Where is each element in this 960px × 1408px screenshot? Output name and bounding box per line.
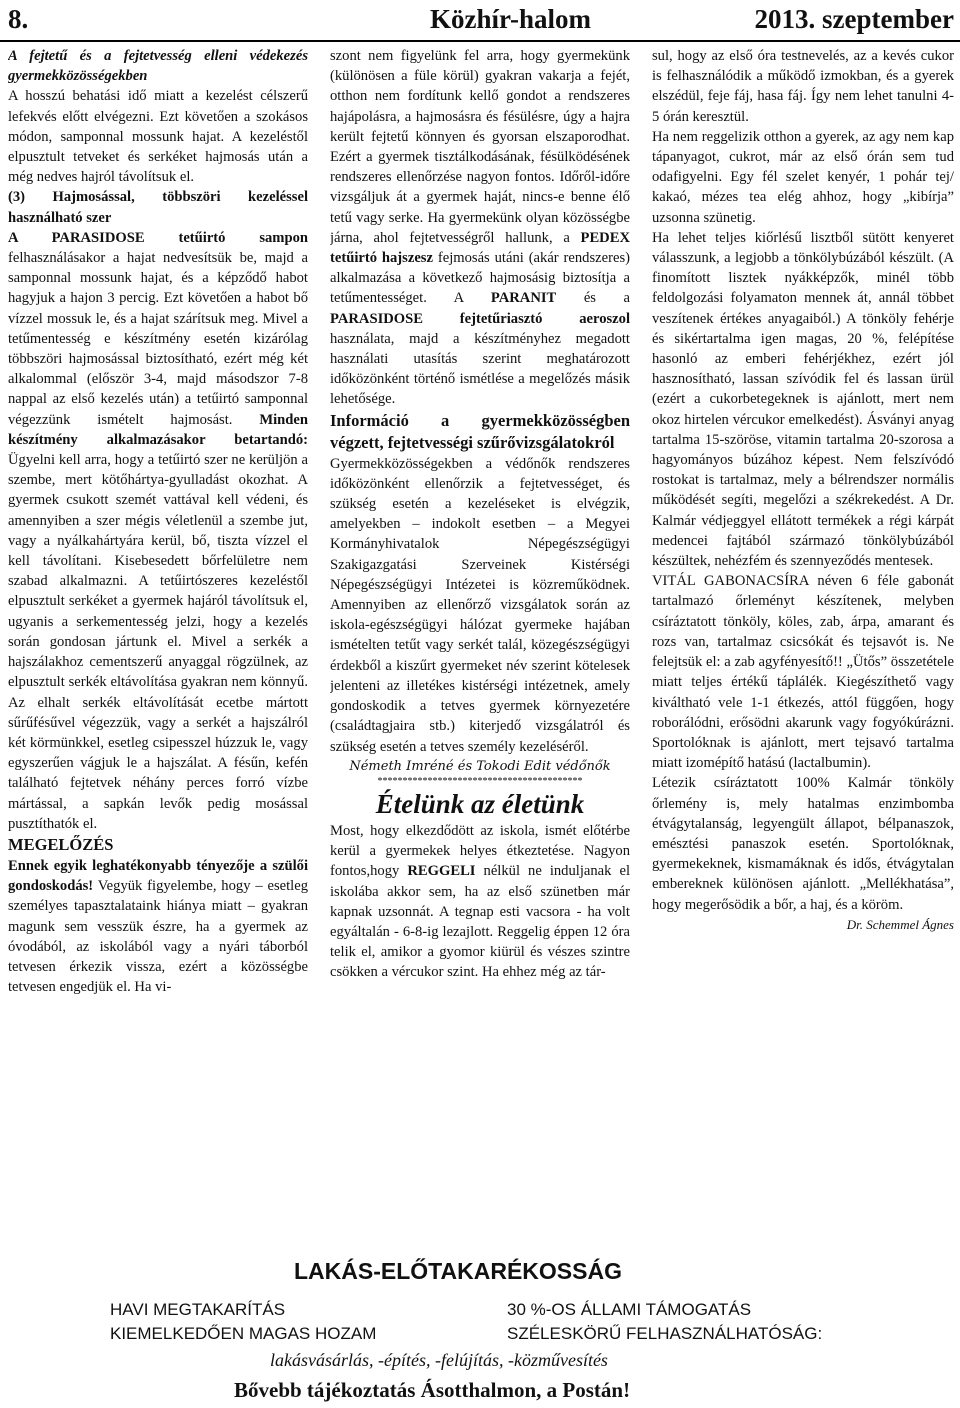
- author-signature: Dr. Schemmel Ágnes: [846, 916, 954, 932]
- paragraph: A hosszú behatási idő miatt a kezelést célszerű lefekvés előtt elvégezni. Ezt követően a szokásos módon, samponnal mossunk hajat. A kezeléstől elpusztult tetveket és serkéket hajmosás után a még nedves hajról távolítsuk el.: [8, 88, 308, 186]
- column-1: [8, 46, 308, 1238]
- product-name: PEDEX tetűirtó hajszesz: [330, 229, 630, 267]
- ad-title: LAKÁS-ELŐTAKARÉKOSSÁG: [294, 1258, 622, 1284]
- paragraph: Gyermekközösségekben a védőnők rendszeres időközönként ellenőrzik a fejtetvességet, és szükség esetén a kezeléseket is elvégzik, amelyekben – indokolt esetben – a Megyei Kormányhivatalok Népegészségügyi Szakigazgatási Szerveinek Kistérségi Népegészségügyi Intézetei is közreműködnek. Amennyiben az ellenőrző vizsgálatok során az iskola-egészségügyi hálózat gyermeke hajában ismételten tetűt vagy serkét talál, közegészségügyi érdekből a kiszűrt gyermeket név szerint kötelesek jelenteni az illetékes kistérségi intézetnek, amely gondoskodik a tetves gyermek környezetére (családtagjaira stb.) kiterjedő vizsgálatról és szükség esetén a tetves személy kezeléséről.: [330, 455, 630, 755]
- paragraph: Ha lehet teljes kiőrlésű lisztből sütött kenyeret válasszunk, a legjobb a tönkölybúzából készült. (A finomított lisztek nyákképzők, minél több feldolgozási folyamaton mennek át, annál többet veszítenek értékes anyagaiból.) A tönköly fehérje és sikértartalma igen magas, 20 %, felépítése hasonló az emberi fehérjékhez, ezért jól hasznosítható, lassan szívódik fel és lassan ürül (ezért a cukorbetegeknek is ajánlott, mert nem okoz hirtelen vércukor emelkedést). Ásványi anyag tartalma 15-szöröse, vitamin tartalma 20-szorosa a hagyományos búzához képest. Nem felszívódó rostokat is tartalmaz, mely a bélrendszer normális működését segíti, megelőzi a székrekedést. A Dr. Kalmár védjeggyel ellátott termékek a régi kárpát medencei fajtából származó tönkölybúzából készültek, nehézfém és szennyeződés mentesek.: [652, 229, 954, 570]
- section-heading-prevention: MEGELŐZÉS: [8, 834, 114, 854]
- star-divider: *****************************************: [377, 775, 583, 787]
- issue-date: 2013. szeptember: [754, 4, 954, 34]
- column-2: [330, 46, 630, 1238]
- subheading-method-3: (3) Hajmosással, többszöri kezeléssel használható szer: [8, 189, 308, 226]
- warning-heading: Minden készítmény alkalmazásakor betartandó:: [8, 411, 308, 448]
- publication-title: Közhír-halom: [430, 4, 591, 34]
- ad-feature: SZÉLESKÖRŰ FELHASZNÁLHATÓSÁG:: [507, 1324, 823, 1343]
- paragraph: Most, hogy elkezdődött az iskola, ismét előtérbe kerül a gyermekek helyes étkeztetése. Nagyon fontos,hogy REGGELI nélkül ne induljanak el iskolába akkor sem, ha az első szünetben már kapnak uzsonnát. A tegnap esti vacsora - ha volt egyáltalán - 6-8-ig lezajlott. Reggelig éppen 12 óra telik el, amikor a gyomor kiürül és vészes szintre csökken a vércukor szint. Ha ehhez még az tár-: [330, 822, 630, 981]
- product-name: PARASIDOSE fejtetűriasztó aeroszol: [330, 310, 630, 327]
- ad-uses: lakásvásárlás, -építés, -felújítás, -közművesítés: [270, 1350, 608, 1370]
- paragraph: VITÁL GABONACSÍRA néven 6 féle gabonát tartalmazó őrleményt készítenek, melyben csíráztatott tönköly, köles, zab, árpa, amarant és rozs van, tartalmaz csicsókát és tejsavót is. Ne felejtsük el: a zab agyfényesítő!! „Ütős” összetétele miatt teljes értékű táplálék. Kiegészíthető vagy kiváltható vele 1-1 étkezés, attól függően, hogy roborálódni, erősödni akarunk vagy fogyókúrázni. Sportolóknak is ajánlott, mert tejsavó tartalma miatt izomépítő hatású (lactalbumin).: [652, 573, 954, 772]
- column-3: [652, 46, 954, 1238]
- ad-feature: KIEMELKEDŐEN MAGAS HOZAM: [110, 1324, 377, 1343]
- paragraph: Ennek egyik leghatékonyabb tényezője a szülői gondoskodás! Vegyük figyelembe, hogy – esetleg személyes tapasztalataink hiánya miatt – gyakran magunk sem vesszük észre, ha a gyermek az óvodából, az iskolából vagy a nyári táborból tetvesen érkezik vissza, ezért a közösségbe tetvesen engedjük el. Ha vi-: [8, 857, 308, 996]
- ad-feature: 30 %-OS ÁLLAMI TÁMOGATÁS: [507, 1300, 752, 1319]
- article-title-lice: A fejtetű és a fejtetvesség elleni védekezés gyermekközösségekben: [8, 48, 308, 85]
- paragraph: Ha nem reggelizik otthon a gyerek, az agy nem kap tápanyagot, cukrot, már az első órán sem tud odafigyelni. Egy fél szelet kenyér, 1 pohár tej/ kakaó, mézes tea elég ahhoz, hogy „kibírja” uzsonna szünetig.: [652, 128, 954, 226]
- advertisement: [0, 1250, 960, 1408]
- ad-footer: Bővebb tájékoztatás Ásotthalmon, a Postán!: [234, 1378, 631, 1402]
- article-title-food: Ételünk az életünk: [375, 788, 585, 819]
- paragraph: sul, hogy az első óra testnevelés, az a kevés cukor is felhasználódik a működő izmokban, és a gyerek elszédül, feje fáj, hasa fáj. Így nem lehet tanulni 4-5 órán keresztül.: [652, 48, 954, 125]
- paragraph: szont nem figyelünk fel arra, hogy gyermekünk (különösen a füle körül) gyakran vakarja a fejét, otthon nem fordítunk kellő gondot a rendszeres hajápolásra, a hajmosásra és fésülésre, úgy a hajra került fejtetű könnyen és gyorsan elszaporodhat. Ezért a gyermek tisztálkodásának, fésülködésének rendszeres ellenőrzése nagyon fontos. Időről-időre vizsgáljuk át a gyermek haját, nincs-e benne élő tetű vagy serke. Ha gyermekünk olyan közösségbe járna, ahol fejtetvességről hallunk, a PEDEX tetűirtó hajszesz fejmosás utáni (akár rendszeres) alkalmazása a következő hajmosásig biztosítja a tetűmentességet. A PARANIT és a PARASIDOSE fejtetűriasztó aeroszol használata, majd a készítményhez megadott használati utasítás szerint meghatározott időközönként történő ismétlése a megelőzés másik lehetősége.: [330, 48, 630, 408]
- author-signature: Németh Imréné és Tokodi Edit védőnők: [349, 758, 611, 774]
- page-header: [0, 0, 960, 42]
- ad-feature: HAVI MEGTAKARÍTÁS: [110, 1300, 286, 1319]
- paragraph: A PARASIDOSE tetűirtó sampon felhasználásakor a hajat nedvesítsük be, majd a samponnal mossunk hajat, és a képződő habot hagyjuk a hajon 3 percig. Ezt követően a habot bő vízzel mossuk le, és a hajat szárítsuk meg. Mivel a tetűmentesség e készítmény esetén kizárólag többszöri hajmosással biztosítható, ezért még két alkalommal (először 3-4, majd másodszor 7-8 nappal az első kezelés után) a tetűirtó samponnal végezzünk ismételt hajmosást. Minden készítmény alkalmazásakor betartandó: Ügyelni kell arra, hogy a tetűirtó szer ne kerüljön a szembe, mert kötőhártya-gyulladást okozhat. A gyermek csukott szemét vattával kell védeni, és amennyiben a szer mégis véletlenül a szembe jut, vagy a nyálkahártyára kerül, bő, tiszta vízzel el kell távolítani. Kisebesedett bőrfelületre nem szabad alkalmazni. A tetűirtószeres kezeléstől elpusztult serkéket a gyermek hajáról távolítsuk el, ugyanis a serkementesség jelzi, hogy a kezelés során gondosan jártunk el. Mivel a serkék a hajszálakhoz cementszerű anyaggal rögzülnek, az elpusztult serkék eltávolítása gyakran nem könnyű. Az elhalt serkék eltávolítását ecetbe mártott sűrűfésűvel végezzük, vagy a serkét a hajszálról két körmünkkel, esetleg csipesszel húzzuk le, vagy egyszerűen vágjuk le a hajszálat. A fésűn, kefén található fejtetvek néhány perces forró vízbe mártással, a sapkán levők pedig mosással pusztíthatók el.: [8, 229, 308, 832]
- paragraph: Létezik csíráztatott 100% Kalmár tönköly őrlemény is, mely hatalmas enzimbomba étvágytalanság, legyengült állapot, bélpanaszok, emésztési panaszok esetén. Sportolóknak, gyermekeknek, kismamáknak és idős, étvágytalan embereknek különösen ajánlott. „Mellékhatása”, hogy megerősödik a bőr, a haj, és a köröm.: [652, 775, 954, 913]
- page-number: 8.: [8, 4, 29, 34]
- header-rule: [0, 40, 960, 42]
- product-name: PARANIT: [490, 290, 557, 307]
- section-heading-screening: Információ a gyermekközösségben végzett, fejtetvességi szűrővizsgálatokról: [330, 410, 630, 452]
- product-name: A PARASIDOSE tetűirtó sampon: [8, 229, 308, 246]
